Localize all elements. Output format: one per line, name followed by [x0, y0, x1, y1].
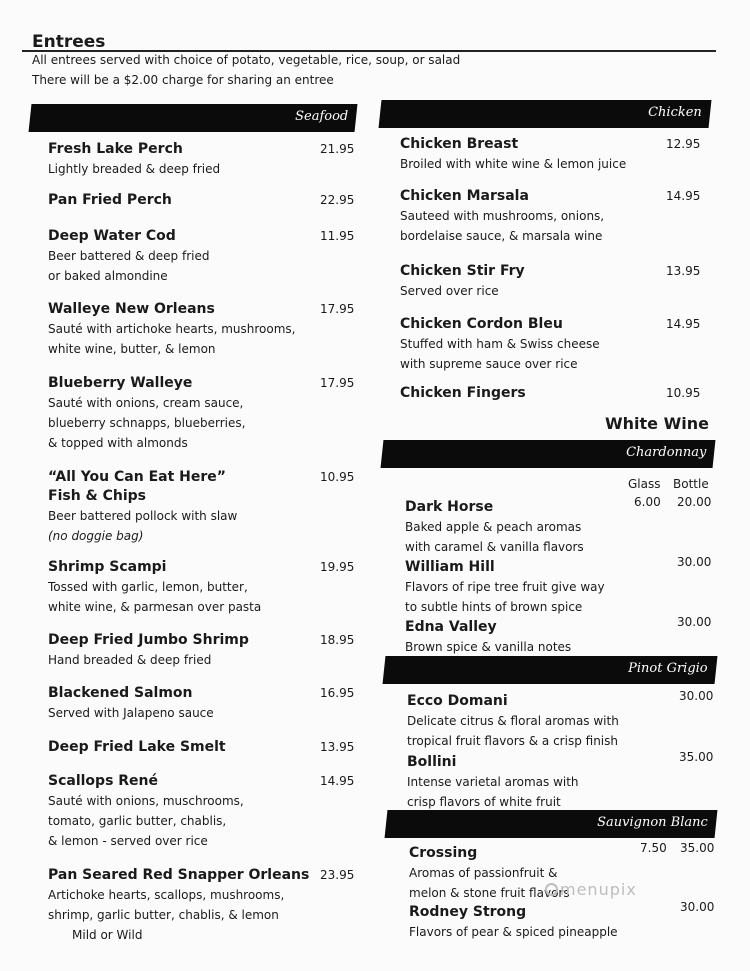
seafood-item-price: 13.95	[320, 740, 355, 754]
chicken-item	[400, 315, 600, 374]
pinot-grigio-item	[407, 692, 619, 751]
seafood-item-description: tomato, garlic butter, chablis,	[48, 814, 227, 828]
sauvignon-blanc-item-description: melon & stone fruit flavors	[409, 886, 570, 900]
sauvignon-blanc-glass-price: 7.50	[640, 841, 667, 855]
seafood-item-description: or baked almondine	[48, 269, 168, 283]
seafood-item	[48, 631, 249, 670]
watermark: menupix	[545, 880, 637, 899]
chardonnay-item-name: Dark Horse	[405, 499, 494, 515]
seafood-item-description: Lightly breaded & deep fried	[48, 162, 221, 176]
header-rule	[22, 50, 716, 52]
seafood-item-description: Artichoke hearts, scallops, mushrooms,	[48, 888, 285, 902]
seafood-item-name: Walleye New Orleans	[48, 301, 215, 317]
seafood-item-price: 17.95	[320, 302, 355, 316]
chicken-item	[400, 384, 526, 403]
chardonnay-bottle-price: 30.00	[677, 615, 712, 629]
seafood-item-description: Sauté with onions, cream sauce,	[48, 396, 244, 410]
chicken-item-description: Stuffed with ham & Swiss cheese	[400, 337, 600, 351]
chardonnay-bottle-price: 20.00	[677, 495, 712, 509]
chardonnay-banner: Chardonnay	[381, 440, 716, 468]
sauvignon-blanc-item-description: Flavors of pear & spiced pineapple	[409, 925, 618, 939]
chicken-item-name: Chicken Fingers	[400, 385, 526, 401]
pinot-grigio-item-description: Intense varietal aromas with	[407, 775, 579, 789]
chardonnay-item-name: Edna Valley	[405, 619, 497, 635]
pinot-grigio-bottle-price: 30.00	[679, 689, 714, 703]
chardonnay-bottle-price: 30.00	[677, 555, 712, 569]
sauvignon-blanc-item-name: Crossing	[409, 845, 478, 861]
seafood-item-name: Pan Seared Red Snapper Orleans	[48, 867, 310, 883]
chicken-item	[400, 135, 626, 174]
pinot-grigio-item-name: Ecco Domani	[407, 693, 508, 709]
chicken-item-price: 13.95	[666, 264, 701, 278]
watermark-icon	[545, 883, 558, 896]
seafood-item-description: Beer battered pollock with slaw	[48, 509, 238, 523]
chicken-item-description: with supreme sauce over rice	[400, 357, 578, 371]
chicken-item-price: 10.95	[666, 386, 701, 400]
chicken-item-description: Served over rice	[400, 284, 499, 298]
chicken-item-price: 12.95	[666, 137, 701, 151]
seafood-item-name: Scallops René	[48, 773, 159, 789]
sauvignon-blanc-banner: Sauvignon Blanc	[385, 810, 718, 838]
entree-note-2: There will be a $2.00 charge for sharing an entree	[32, 73, 334, 87]
seafood-item	[48, 300, 295, 359]
seafood-item-description: Tossed with garlic, lemon, butter,	[48, 580, 248, 594]
seafood-item-name: Fish & Chips	[48, 488, 147, 504]
pinot-grigio-item-name: Bollini	[407, 754, 457, 770]
chardonnay-item-description: Brown spice & vanilla notes	[405, 640, 572, 654]
seafood-item-name: Deep Fried Jumbo Shrimp	[48, 632, 249, 648]
seafood-item-price: 11.95	[320, 229, 355, 243]
seafood-item-description: white wine, & parmesan over pasta	[48, 600, 262, 614]
seafood-item-name: Blueberry Walleye	[48, 375, 193, 391]
chicken-item-price: 14.95	[666, 317, 701, 331]
chardonnay-item	[405, 498, 584, 557]
sauvignon-blanc-bottle-price: 35.00	[680, 841, 715, 855]
sauvignon-blanc-item	[409, 903, 618, 942]
seafood-item-description: Beer battered & deep fried	[48, 249, 210, 263]
seafood-item-price: 18.95	[320, 633, 355, 647]
seafood-banner: Seafood	[29, 104, 358, 132]
seafood-item	[48, 140, 220, 179]
chicken-item-name: Chicken Stir Fry	[400, 263, 525, 279]
page-title: Entrees	[32, 32, 106, 52]
seafood-item-name: Deep Fried Lake Smelt	[48, 739, 226, 755]
chardonnay-item-description: with caramel & vanilla flavors	[405, 540, 584, 554]
seafood-item-price: 22.95	[320, 193, 355, 207]
chicken-item-name: Chicken Marsala	[400, 188, 529, 204]
seafood-item-name: Shrimp Scampi	[48, 559, 167, 575]
seafood-item	[48, 558, 261, 617]
sauvignon-blanc-item-description: Aromas of passionfruit &	[409, 866, 558, 880]
sauvignon-blanc-item-name: Rodney Strong	[409, 904, 527, 920]
seafood-item-description: shrimp, garlic butter, chablis, & lemon	[48, 908, 279, 922]
pinot-grigio-item-description: tropical fruit flavors & a crisp finish	[407, 734, 618, 748]
seafood-item-price: 10.95	[320, 470, 355, 484]
seafood-item	[48, 772, 244, 851]
seafood-item-name: Deep Water Cod	[48, 228, 176, 244]
chicken-item-name: Chicken Cordon Bleu	[400, 316, 563, 332]
chardonnay-glass-price: 6.00	[634, 495, 661, 509]
chicken-banner: Chicken	[379, 100, 712, 128]
pinot-grigio-item	[407, 753, 579, 812]
chardonnay-item-description: to subtle hints of brown spice	[405, 600, 583, 614]
seafood-item-description: & topped with almonds	[48, 436, 188, 450]
seafood-item-description: Mild or Wild	[72, 928, 143, 942]
chicken-item-description: Broiled with white wine & lemon juice	[400, 157, 627, 171]
bottle-column-header: Bottle	[673, 477, 709, 491]
chicken-item-price: 14.95	[666, 189, 701, 203]
seafood-item-description: blueberry schnapps, blueberries,	[48, 416, 246, 430]
seafood-item-name: Pan Fried Perch	[48, 192, 172, 208]
seafood-item	[48, 191, 172, 210]
chicken-item	[400, 187, 604, 246]
seafood-item-description: Served with Jalapeno sauce	[48, 706, 214, 720]
chardonnay-item-description: Flavors of ripe tree fruit give way	[405, 580, 605, 594]
entree-note-1: All entrees served with choice of potato, vegetable, rice, soup, or salad	[32, 53, 461, 67]
pinot-grigio-item-description: Delicate citrus & floral aromas with	[407, 714, 619, 728]
seafood-item	[48, 684, 214, 723]
chardonnay-item-description: Baked apple & peach aromas	[405, 520, 582, 534]
seafood-item-name: “All You Can Eat Here”	[48, 469, 226, 485]
seafood-item-description: Sauté with artichoke hearts, mushrooms,	[48, 322, 296, 336]
seafood-item-description: & lemon - served over rice	[48, 834, 208, 848]
seafood-item-name: Blackened Salmon	[48, 685, 193, 701]
sauvignon-blanc-bottle-price: 30.00	[680, 900, 715, 914]
chicken-item-name: Chicken Breast	[400, 136, 519, 152]
seafood-item-price: 23.95	[320, 868, 355, 882]
chardonnay-item-name: William Hill	[405, 559, 495, 575]
chardonnay-item	[405, 618, 571, 657]
chicken-item-description: Sauteed with mushrooms, onions,	[400, 209, 605, 223]
seafood-item-description: (no doggie bag)	[48, 529, 144, 543]
chicken-item	[400, 262, 525, 301]
chardonnay-item	[405, 558, 605, 617]
seafood-item-price: 19.95	[320, 560, 355, 574]
white-wine-title: White Wine	[605, 414, 709, 433]
seafood-item-price: 14.95	[320, 774, 355, 788]
seafood-item-name: Fresh Lake Perch	[48, 141, 183, 157]
chicken-item-description: bordelaise sauce, & marsala wine	[400, 229, 603, 243]
seafood-item	[48, 227, 209, 286]
pinot-grigio-item-description: crisp flavors of white fruit	[407, 795, 561, 809]
seafood-item	[48, 738, 226, 757]
seafood-item-price: 17.95	[320, 376, 355, 390]
pinot-grigio-bottle-price: 35.00	[679, 750, 714, 764]
seafood-item-description: Hand breaded & deep fried	[48, 653, 212, 667]
seafood-item-price: 16.95	[320, 686, 355, 700]
seafood-item	[48, 468, 237, 546]
seafood-item	[48, 866, 309, 945]
seafood-item-price: 21.95	[320, 142, 355, 156]
seafood-item-description: Sauté with onions, muschrooms,	[48, 794, 244, 808]
seafood-item	[48, 374, 245, 453]
pinot-grigio-banner: Pinot Grigio	[383, 656, 718, 684]
glass-column-header: Glass	[628, 477, 661, 491]
seafood-item-description: white wine, butter, & lemon	[48, 342, 216, 356]
